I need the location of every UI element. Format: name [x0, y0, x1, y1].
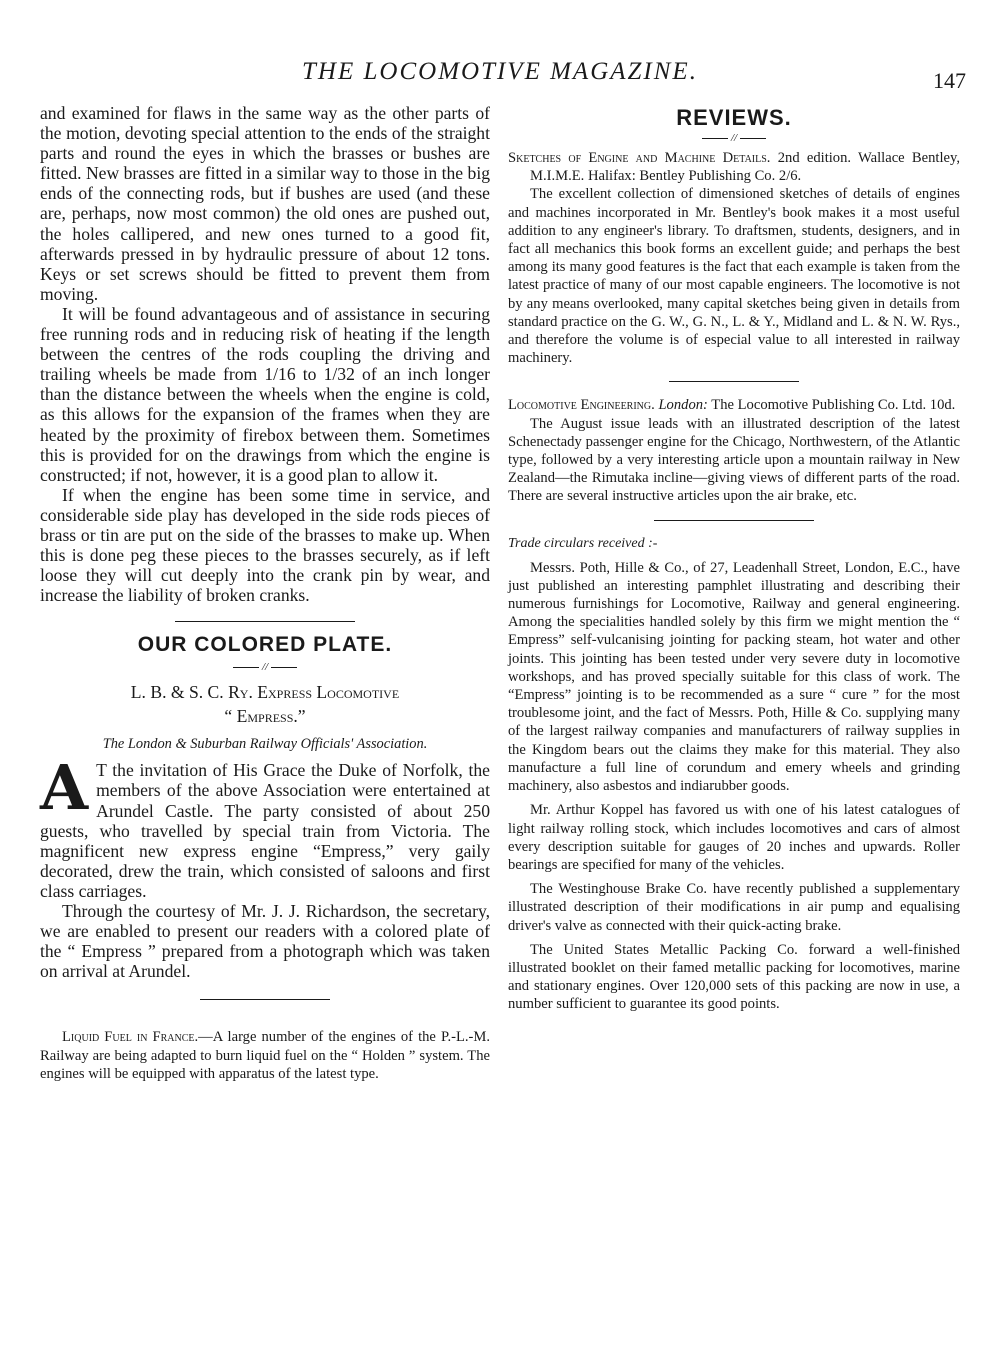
section-divider [654, 520, 814, 521]
page-number: 147 [933, 68, 966, 93]
separator-line [702, 138, 728, 139]
section-divider [669, 381, 799, 382]
left-column [40, 103, 490, 1083]
article-paragraph: and examined for flaws in the same way as the other parts of the motion, devoting special attention to the ends of the straight parts and round the eyes in which the brasses or bushes are fitted. New brasses are fitted in a similar way to those in the big ends of the connecting rods, but if bushes are used (and these are, perhaps, now most common) the old ones are pushed out, the holes callipered, and new ones turned to a good fit, afterwards pressed in by hydraulic pressure of about 12 tons. Keys or set screws should be fitted to prevent them from moving. [40, 103, 490, 304]
separator-line [740, 138, 766, 139]
news-item [40, 1028, 490, 1083]
news-item-lead: Liquid Fuel in France. [62, 1029, 199, 1046]
plate-subtitle-engine-name: “ Empress.” [224, 706, 306, 727]
review-body: The excellent collection of dimensioned sketches of details of engines and machines incorporated in Mr. Bentley's book makes it a most useful addition to any engineer's library. To draftsmen, students, designers, and in fact all mechanics this book forms an excellent guide; and perhaps the best among its many good features is the fact that each example is taken from the latest practice of many of our most capable engineers. The locomotive is not by any means overlooked, many capital sketches being given in details from standard practice on the G. W., G. N., L. & Y., Midland and L. & N. W. Rys., and therefore the volume is of especial value to all interested in railway machinery. [508, 186, 960, 367]
plate-section-title: OUR COLORED PLATE. [137, 633, 393, 657]
plate-subtitle: L. B. & S. C. Ry. Express Locomotive [130, 682, 400, 703]
right-column [508, 103, 960, 1014]
article-paragraph: Through the courtesy of Mr. J. J. Richardson, the secretary, we are enabled to present our readers with a colored plate of the “ Empress ” prepared from a photograph which was taken on arrival at Arundel. [40, 901, 490, 982]
trade-circulars-label: Trade circulars received :- [508, 535, 658, 551]
review-publication-details: The Locomotive Publishing Co. Ltd. 10d. [711, 397, 956, 414]
association-name: The London & Suburban Railway Officials' Association. [102, 736, 428, 753]
paragraph-text: T the invitation of His Grace the Duke of Norfolk, the members of the above Association were entertained at Arundel Castle. The party consisted of about 250 guests, who travelled by special train from Victoria. The magnificent new express engine “Empress,” very gaily decorated, drew the train, which consisted of saloons and first class carriages. [40, 760, 490, 901]
separator-mark: // [730, 132, 738, 144]
trade-circular-item: Mr. Arthur Koppel has favored us with one of his latest catalogues of light railway rolling stock, which includes locomotives and cars of almost every description suitable for gauges of 20 inches and upwards. Roller bearings are specified for many of the vehicles. [508, 802, 960, 873]
review-publication-details: 2nd edition. Wallace Bentley, M.I.M.E. Halifax: Bentley Publishing Co. 2/6. [530, 150, 961, 185]
news-item-text: —A large number of the engines of the P.-L.-M. Railway are being adapted to burn liquid fuel on the “ Holden ” system. The engines will be equipped with apparatus of the latest type. [40, 1029, 490, 1082]
article-paragraph [40, 751, 490, 901]
separator-line [233, 667, 259, 668]
section-divider [200, 999, 330, 1000]
title-separator [40, 660, 490, 674]
article-paragraph: It will be found advantageous and of assistance in securing free running rods and in reducing risk of heating if the length between the centres of the rods coupling the driving and trailing wheels be made from 1/16 to 1/32 of an inch longer than the distance between the wheels when the engine is cold, as this allows for the expansion of the frames when they are heated by the proximity of firebox between them. Sometimes this is provided for on the drawings from which the engine is constructed; if not, however, it is a good plan to allow it. [40, 303, 490, 485]
review-book-title: Sketches of Engine and Machine Details. [508, 150, 771, 166]
reviews-title: REVIEWS. [676, 105, 792, 130]
drop-cap: A [40, 751, 89, 825]
review-body: The August issue leads with an illustrated description of the latest Schenectady passenger engine for the Chicago, Northwestern, of the Atlantic type, followed by a very interesting article upon a mountain railway in New Zealand—the Rimutaka incline—giving views of different parts of the road. There are several instructive articles upon the air brake, etc. [508, 415, 960, 505]
section-divider [175, 621, 355, 622]
trade-circular-item: Messrs. Poth, Hille & Co., of 27, Leadenhall Street, London, E.C., have just published an interesting pamphlet illustrating and describing their numerous furnishings for Locomotive, Railway and general engineering. Among the specialities handled solely by this firm we might mention the “ Empress” self-vulcanising jointing for packing steam, hot water and other joints. This jointing has been tested under very severe duty in locomotive workshops, and has proved specially suitable for this class of work. The “Empress” jointing is to be recommended as a sure “ cure ” for the most troublesome joint, and the fact of Messrs. Poth, Hille & Co. supplying many of the largest railway companies and manufacturers of railway supplies in the Kingdom bears out the claims they make for this material. They also manufacture a full line of corundum and emery wheels and grinding machinery, also asbestos and indiarubber goods. [508, 559, 960, 795]
trade-circular-item: The Westinghouse Brake Co. have recently published a supplementary illustrated description of their modifications in air pump and equalising driver's valve as connected with their quick-acting brake. [508, 881, 960, 934]
article-paragraph: If when the engine has been some time in service, and considerable side play has developed in the side rods pieces of brass or tin are put on the side of the brasses to make up. When this is done peg these pieces to the brasses securely, as if left loose they will cut deeply into the crank pin by wear, and increase the liability of broken cranks. [40, 484, 490, 606]
separator-line [271, 667, 297, 668]
review-place: London: [658, 397, 708, 414]
separator-mark: // [261, 661, 269, 674]
review-citation [508, 149, 960, 185]
review-citation [508, 396, 960, 414]
review-book-title: Locomotive Engineering. [508, 397, 655, 414]
trade-circular-item: The United States Metallic Packing Co. forward a well-finished illustrated booklet on their famed metallic packing for locomotives, marine and stationary engines. Over 120,000 sets of this packing are now in use, a number sufficient to guarantee its good points. [508, 941, 960, 1013]
journal-title: THE LOCOMOTIVE MAGAZINE. [302, 58, 698, 85]
running-head [0, 58, 1000, 92]
title-separator [508, 131, 960, 145]
